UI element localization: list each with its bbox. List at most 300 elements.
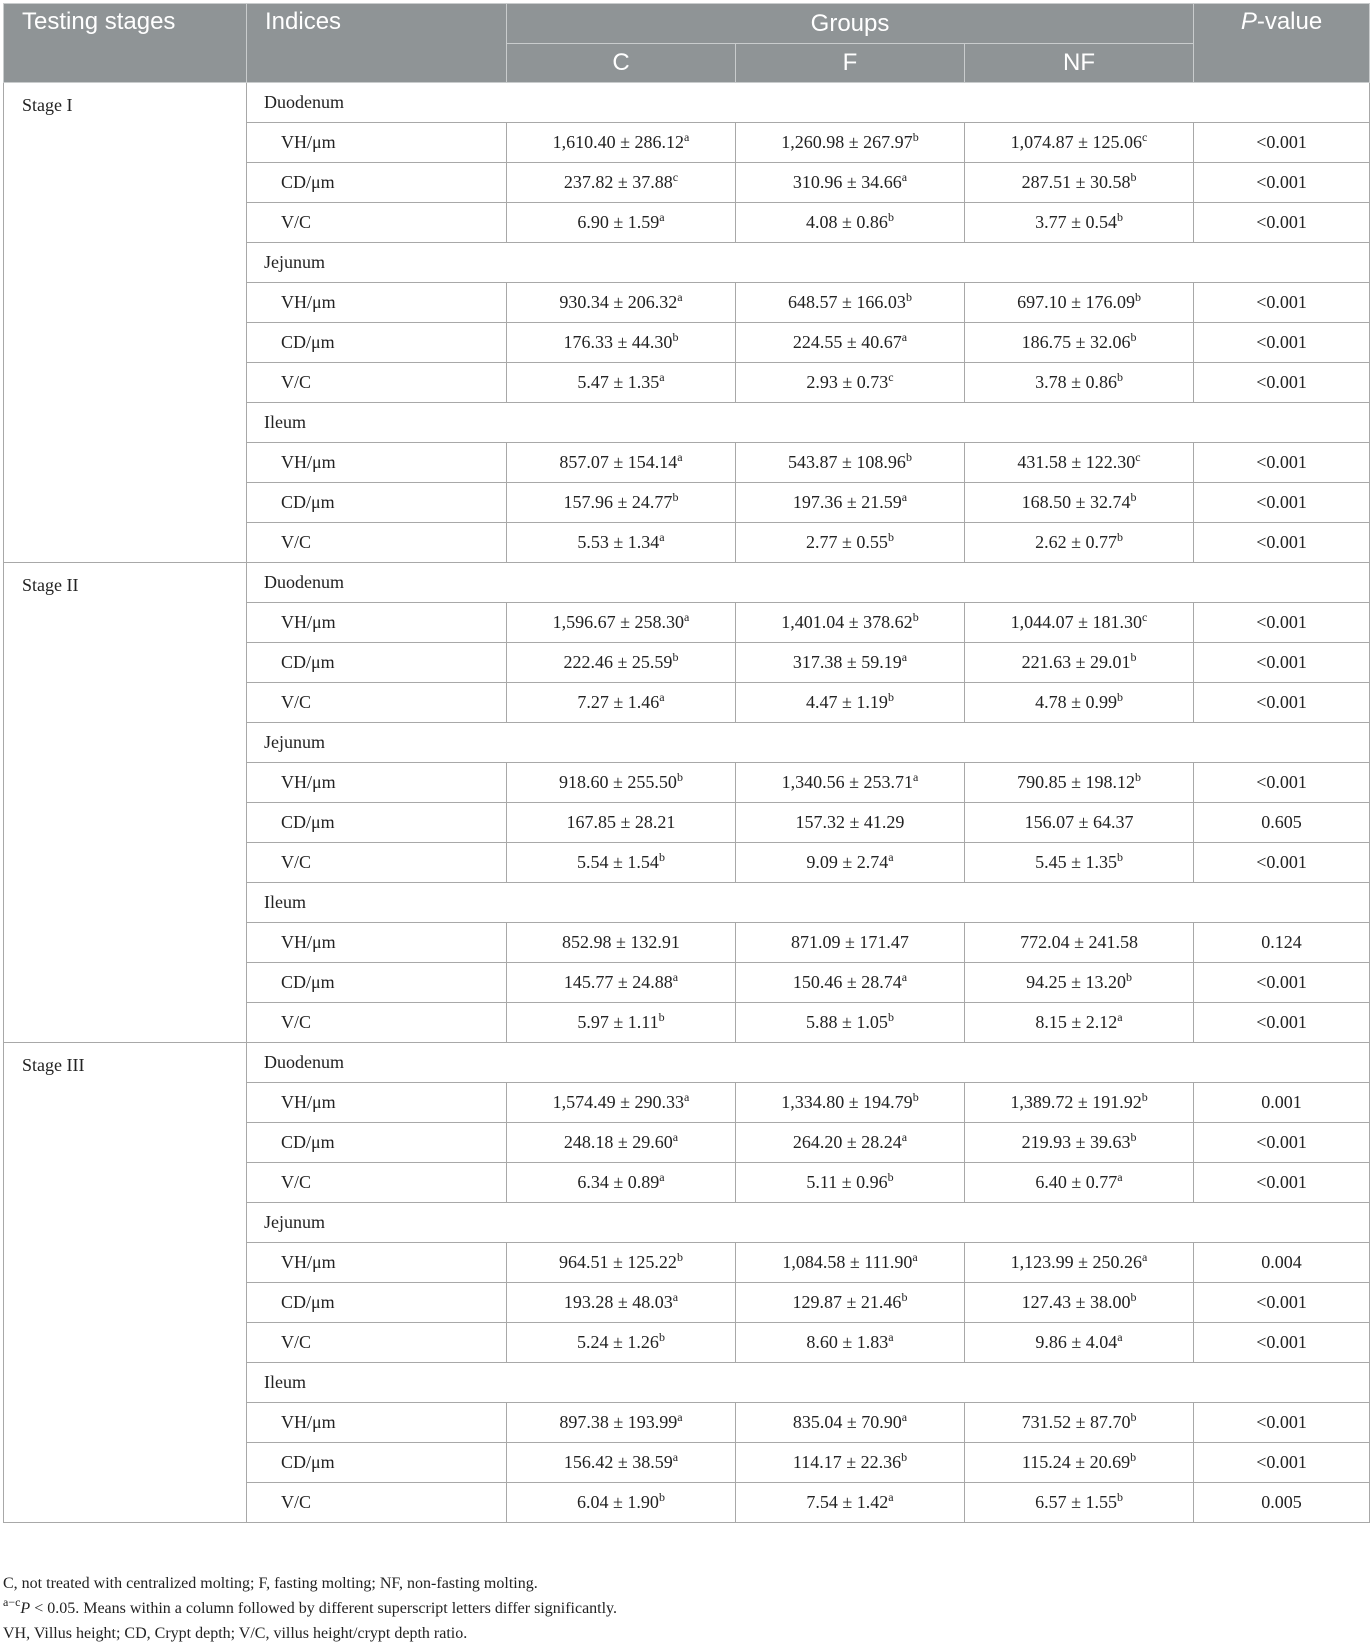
value-cell-f xyxy=(736,443,965,483)
value-text: 237.82 ± 37.88 xyxy=(563,172,673,192)
value-superscript: a xyxy=(901,170,908,184)
value-cell-c xyxy=(507,1123,736,1163)
organ-label: Duodenum xyxy=(247,1043,1370,1083)
value-text: 5.53 ± 1.34 xyxy=(577,532,660,552)
index-cell: VH/μm xyxy=(247,123,507,163)
value-superscript: b xyxy=(672,490,679,504)
index-cell: VH/μm xyxy=(247,923,507,963)
value-cell-f xyxy=(736,363,965,403)
value-text: 648.57 ± 166.03 xyxy=(788,292,906,312)
value-superscript: b xyxy=(1130,490,1137,504)
value-cell-nf xyxy=(965,1443,1194,1483)
index-cell: CD/μm xyxy=(247,1443,507,1483)
value-text: 1,334.80 ± 194.79 xyxy=(781,1092,913,1112)
value-text: 1,389.72 ± 191.92 xyxy=(1010,1092,1142,1112)
index-cell: V/C xyxy=(247,1483,507,1523)
value-superscript: c xyxy=(1142,130,1148,144)
value-superscript: a xyxy=(913,770,919,784)
value-superscript: a xyxy=(672,1450,679,1464)
value-text: 5.24 ± 1.26 xyxy=(577,1332,659,1352)
value-text: 2.93 ± 0.73 xyxy=(806,372,889,392)
p-value-cell: <0.001 xyxy=(1194,163,1370,203)
value-text: 6.34 ± 0.89 xyxy=(577,1172,660,1192)
index-cell: CD/μm xyxy=(247,803,507,843)
value-text: 287.51 ± 30.58 xyxy=(1021,172,1131,192)
organ-label: Ileum xyxy=(247,403,1370,443)
value-cell-nf xyxy=(965,523,1194,563)
value-text: 8.60 ± 1.83 xyxy=(806,1332,889,1352)
organ-row xyxy=(4,563,1370,603)
value-cell-nf xyxy=(965,1283,1194,1323)
organ-row xyxy=(4,1043,1370,1083)
header-group-c: C xyxy=(507,44,736,83)
value-text: 4.47 ± 1.19 xyxy=(806,692,888,712)
value-cell-nf xyxy=(965,203,1194,243)
value-cell-c xyxy=(507,1323,736,1363)
value-cell-c xyxy=(507,963,736,1003)
value-superscript: b xyxy=(912,130,919,144)
value-text: 6.04 ± 1.90 xyxy=(577,1492,659,1512)
value-cell-nf xyxy=(965,163,1194,203)
value-superscript: a xyxy=(1142,1250,1148,1264)
value-superscript: a xyxy=(672,1130,679,1144)
index-cell: V/C xyxy=(247,363,507,403)
value-text: 221.63 ± 29.01 xyxy=(1021,652,1131,672)
value-cell-nf xyxy=(965,1243,1194,1283)
value-cell-nf xyxy=(965,1123,1194,1163)
value-cell-c xyxy=(507,1443,736,1483)
value-text: 156.07 ± 64.37 xyxy=(1024,812,1134,832)
value-superscript: b xyxy=(905,290,912,304)
value-text: 918.60 ± 255.50 xyxy=(559,772,677,792)
p-value-cell: 0.004 xyxy=(1194,1243,1370,1283)
value-superscript: a xyxy=(677,290,683,304)
value-cell-c xyxy=(507,843,736,883)
value-superscript: a xyxy=(888,1330,894,1344)
value-text: 248.18 ± 29.60 xyxy=(563,1132,673,1152)
organ-label: Jejunum xyxy=(247,243,1370,283)
footnote-significance xyxy=(3,1596,1369,1621)
results-table xyxy=(3,3,1370,1523)
value-superscript: b xyxy=(658,850,665,864)
header-group-nf: NF xyxy=(965,44,1194,83)
value-cell-c xyxy=(507,483,736,523)
organ-row xyxy=(4,83,1370,123)
value-superscript: a xyxy=(888,850,894,864)
index-cell: CD/μm xyxy=(247,643,507,683)
value-cell-c xyxy=(507,643,736,683)
header-p-suffix: -value xyxy=(1256,8,1323,35)
value-superscript: a xyxy=(1117,1010,1123,1024)
value-cell-c xyxy=(507,683,736,723)
p-value-cell: <0.001 xyxy=(1194,763,1370,803)
value-superscript: b xyxy=(1116,370,1123,384)
value-superscript: b xyxy=(905,450,912,464)
footnote-abbreviations: VH, Villus height; CD, Crypt depth; V/C, villus height/crypt depth ratio. xyxy=(3,1625,468,1642)
value-text: 94.25 ± 13.20 xyxy=(1026,972,1126,992)
value-text: 431.58 ± 122.30 xyxy=(1017,452,1136,472)
index-cell: VH/μm xyxy=(247,283,507,323)
value-superscript: a xyxy=(888,1490,894,1504)
value-superscript: a xyxy=(901,330,908,344)
value-superscript: b xyxy=(901,1450,908,1464)
value-cell-nf xyxy=(965,683,1194,723)
value-cell-f xyxy=(736,1323,965,1363)
value-superscript: b xyxy=(1116,1490,1123,1504)
value-superscript: b xyxy=(676,770,683,784)
value-text: 5.47 ± 1.35 xyxy=(577,372,660,392)
stage-label: Stage III xyxy=(4,1043,247,1523)
value-cell-nf xyxy=(965,283,1194,323)
value-cell-nf xyxy=(965,963,1194,1003)
value-text: 897.38 ± 193.99 xyxy=(559,1412,678,1432)
value-text: 5.54 ± 1.54 xyxy=(577,852,659,872)
value-cell-f xyxy=(736,1163,965,1203)
p-value-cell: <0.001 xyxy=(1194,483,1370,523)
stage-label: Stage II xyxy=(4,563,247,1043)
index-cell: VH/μm xyxy=(247,1403,507,1443)
value-text: 930.34 ± 206.32 xyxy=(559,292,678,312)
p-value-cell: <0.001 xyxy=(1194,203,1370,243)
index-cell: VH/μm xyxy=(247,603,507,643)
value-text: 1,123.99 ± 250.26 xyxy=(1010,1252,1143,1272)
value-text: 3.78 ± 0.86 xyxy=(1035,372,1117,392)
p-value-cell: <0.001 xyxy=(1194,1163,1370,1203)
p-value-cell: <0.001 xyxy=(1194,603,1370,643)
value-text: 7.27 ± 1.46 xyxy=(577,692,660,712)
value-cell-f xyxy=(736,683,965,723)
header-indices: Indices xyxy=(247,4,507,83)
value-text: 2.77 ± 0.55 xyxy=(806,532,888,552)
value-cell-c xyxy=(507,1083,736,1123)
value-superscript: b xyxy=(672,330,679,344)
p-value-cell: <0.001 xyxy=(1194,1403,1370,1443)
p-value-cell: <0.001 xyxy=(1194,443,1370,483)
table-header xyxy=(4,4,1370,83)
value-superscript: b xyxy=(1130,170,1137,184)
value-text: 4.78 ± 0.99 xyxy=(1035,692,1117,712)
value-text: 1,340.56 ± 253.71 xyxy=(781,772,914,792)
value-cell-f xyxy=(736,1403,965,1443)
value-text: 1,596.67 ± 258.30 xyxy=(552,612,685,632)
value-text: 871.09 ± 171.47 xyxy=(791,932,909,952)
value-superscript: a xyxy=(901,650,908,664)
value-cell-nf xyxy=(965,1003,1194,1043)
value-superscript: b xyxy=(887,210,894,224)
value-superscript: a xyxy=(684,130,690,144)
index-cell: CD/μm xyxy=(247,163,507,203)
value-cell-f xyxy=(736,843,965,883)
value-superscript: b xyxy=(1130,1450,1137,1464)
value-superscript: a xyxy=(901,970,908,984)
value-cell-nf xyxy=(965,363,1194,403)
value-text: 150.46 ± 28.74 xyxy=(792,972,902,992)
value-superscript: a xyxy=(1117,1330,1123,1344)
value-cell-f xyxy=(736,803,965,843)
value-cell-f xyxy=(736,283,965,323)
table-footnotes xyxy=(3,1571,1369,1646)
value-cell-c xyxy=(507,1403,736,1443)
value-superscript: b xyxy=(1141,1090,1148,1104)
index-cell: V/C xyxy=(247,523,507,563)
value-cell-c xyxy=(507,923,736,963)
value-superscript: b xyxy=(887,530,894,544)
value-text: 5.45 ± 1.35 xyxy=(1035,852,1117,872)
value-superscript: b xyxy=(912,610,919,624)
value-superscript: b xyxy=(1116,210,1123,224)
value-cell-nf xyxy=(965,443,1194,483)
value-text: 772.04 ± 241.58 xyxy=(1020,932,1138,952)
header-group-f: F xyxy=(736,44,965,83)
value-text: 9.09 ± 2.74 xyxy=(806,852,889,872)
value-cell-nf xyxy=(965,123,1194,163)
index-cell: V/C xyxy=(247,203,507,243)
value-cell-f xyxy=(736,603,965,643)
value-superscript: a xyxy=(684,1090,690,1104)
value-cell-c xyxy=(507,323,736,363)
value-cell-f xyxy=(736,1123,965,1163)
value-text: 1,074.87 ± 125.06 xyxy=(1010,132,1143,152)
p-value-cell: <0.001 xyxy=(1194,323,1370,363)
p-value-cell: <0.001 xyxy=(1194,1283,1370,1323)
value-text: 176.33 ± 44.30 xyxy=(563,332,673,352)
organ-label: Ileum xyxy=(247,883,1370,923)
value-cell-f xyxy=(736,163,965,203)
index-cell: V/C xyxy=(247,1003,507,1043)
value-text: 115.24 ± 20.69 xyxy=(1021,1452,1131,1472)
value-cell-f xyxy=(736,923,965,963)
p-value-cell: <0.001 xyxy=(1194,643,1370,683)
value-text: 543.87 ± 108.96 xyxy=(788,452,906,472)
value-superscript: a xyxy=(901,1130,908,1144)
results-table-container xyxy=(3,3,1369,1523)
value-text: 222.46 ± 25.59 xyxy=(563,652,673,672)
p-value-cell: <0.001 xyxy=(1194,843,1370,883)
value-superscript: b xyxy=(887,690,894,704)
p-value-cell: <0.001 xyxy=(1194,123,1370,163)
organ-label: Duodenum xyxy=(247,83,1370,123)
value-cell-c xyxy=(507,1003,736,1043)
value-text: 2.62 ± 0.77 xyxy=(1035,532,1117,552)
value-superscript: b xyxy=(658,1330,665,1344)
p-value-cell: <0.001 xyxy=(1194,283,1370,323)
value-text: 790.85 ± 198.12 xyxy=(1017,772,1135,792)
footnote-significance-text: < 0.05. Means within a column followed by different superscript letters differ significantly. xyxy=(30,1600,618,1617)
value-cell-c xyxy=(507,523,736,563)
p-value-cell: 0.005 xyxy=(1194,1483,1370,1523)
organ-label: Jejunum xyxy=(247,1203,1370,1243)
index-cell: VH/μm xyxy=(247,1083,507,1123)
value-text: 852.98 ± 132.91 xyxy=(562,932,680,952)
p-value-cell: <0.001 xyxy=(1194,1123,1370,1163)
p-value-cell: <0.001 xyxy=(1194,963,1370,1003)
index-cell: CD/μm xyxy=(247,1123,507,1163)
value-cell-f xyxy=(736,1483,965,1523)
value-cell-nf xyxy=(965,1483,1194,1523)
value-superscript: c xyxy=(1135,450,1141,464)
organ-label: Ileum xyxy=(247,1363,1370,1403)
value-cell-c xyxy=(507,163,736,203)
value-text: 168.50 ± 32.74 xyxy=(1021,492,1131,512)
value-text: 5.97 ± 1.11 xyxy=(577,1012,659,1032)
value-text: 3.77 ± 0.54 xyxy=(1035,212,1117,232)
value-cell-f xyxy=(736,323,965,363)
value-text: 8.15 ± 2.12 xyxy=(1035,1012,1118,1032)
value-superscript: b xyxy=(676,1250,683,1264)
value-superscript: b xyxy=(1130,1410,1137,1424)
value-text: 964.51 ± 125.22 xyxy=(559,1252,677,1272)
index-cell: V/C xyxy=(247,1163,507,1203)
value-superscript: b xyxy=(1116,850,1123,864)
p-value-cell: 0.001 xyxy=(1194,1083,1370,1123)
organ-label: Duodenum xyxy=(247,563,1370,603)
value-superscript: b xyxy=(1130,650,1137,664)
index-cell: CD/μm xyxy=(247,1283,507,1323)
value-text: 697.10 ± 176.09 xyxy=(1017,292,1135,312)
value-superscript: a xyxy=(672,1290,679,1304)
value-superscript: a xyxy=(672,970,679,984)
value-text: 193.28 ± 48.03 xyxy=(563,1292,673,1312)
value-superscript: b xyxy=(658,1490,665,1504)
value-text: 5.11 ± 0.96 xyxy=(806,1172,888,1192)
value-cell-f xyxy=(736,123,965,163)
value-text: 1,401.04 ± 378.62 xyxy=(781,612,913,632)
value-text: 4.08 ± 0.86 xyxy=(806,212,888,232)
value-superscript: a xyxy=(659,690,665,704)
value-text: 317.38 ± 59.19 xyxy=(792,652,902,672)
value-text: 6.57 ± 1.55 xyxy=(1035,1492,1117,1512)
value-superscript: b xyxy=(1134,770,1141,784)
value-text: 197.36 ± 21.59 xyxy=(792,492,902,512)
value-superscript: a xyxy=(659,1170,665,1184)
value-cell-c xyxy=(507,443,736,483)
p-value-cell: <0.001 xyxy=(1194,363,1370,403)
value-cell-f xyxy=(736,1443,965,1483)
value-cell-nf xyxy=(965,1403,1194,1443)
value-cell-f xyxy=(736,523,965,563)
header-p-value xyxy=(1194,4,1370,83)
header-groups: Groups xyxy=(507,4,1194,44)
value-text: 219.93 ± 39.63 xyxy=(1021,1132,1131,1152)
value-superscript: a xyxy=(659,370,665,384)
footnote-superscript: a−c xyxy=(3,1595,21,1609)
value-cell-nf xyxy=(965,643,1194,683)
value-text: 1,260.98 ± 267.97 xyxy=(781,132,913,152)
organ-label: Jejunum xyxy=(247,723,1370,763)
value-cell-nf xyxy=(965,923,1194,963)
value-superscript: b xyxy=(1134,290,1141,304)
value-text: 835.04 ± 70.90 xyxy=(792,1412,902,1432)
value-superscript: b xyxy=(1130,1130,1137,1144)
value-text: 157.32 ± 41.29 xyxy=(795,812,905,832)
index-cell: V/C xyxy=(247,843,507,883)
header-p-letter: P xyxy=(1240,8,1257,35)
index-cell: CD/μm xyxy=(247,963,507,1003)
value-text: 224.55 ± 40.67 xyxy=(792,332,902,352)
value-superscript: a xyxy=(677,1410,683,1424)
value-superscript: b xyxy=(672,650,679,664)
value-superscript: a xyxy=(659,210,665,224)
value-superscript: b xyxy=(912,1090,919,1104)
value-cell-c xyxy=(507,203,736,243)
header-testing-stages: Testing stages xyxy=(4,4,247,83)
value-text: 310.96 ± 34.66 xyxy=(792,172,902,192)
index-cell: V/C xyxy=(247,1323,507,1363)
value-text: 9.86 ± 4.04 xyxy=(1035,1332,1118,1352)
p-value-cell: <0.001 xyxy=(1194,523,1370,563)
value-cell-nf xyxy=(965,843,1194,883)
value-superscript: b xyxy=(1116,690,1123,704)
index-cell: VH/μm xyxy=(247,763,507,803)
value-text: 114.17 ± 22.36 xyxy=(792,1452,902,1472)
value-text: 167.85 ± 28.21 xyxy=(566,812,676,832)
value-cell-nf xyxy=(965,1083,1194,1123)
footnote-p-letter: P xyxy=(20,1600,31,1617)
value-text: 6.90 ± 1.59 xyxy=(577,212,660,232)
value-cell-f xyxy=(736,1003,965,1043)
value-superscript: b xyxy=(901,1290,908,1304)
p-value-cell: <0.001 xyxy=(1194,1443,1370,1483)
value-cell-c xyxy=(507,1283,736,1323)
value-superscript: b xyxy=(1130,330,1137,344)
value-cell-f xyxy=(736,483,965,523)
p-value-cell: 0.124 xyxy=(1194,923,1370,963)
value-superscript: a xyxy=(901,490,908,504)
value-text: 1,084.58 ± 111.90 xyxy=(782,1252,913,1272)
value-cell-nf xyxy=(965,323,1194,363)
value-text: 7.54 ± 1.42 xyxy=(806,1492,889,1512)
value-superscript: a xyxy=(684,610,690,624)
value-cell-c xyxy=(507,1483,736,1523)
value-superscript: c xyxy=(1142,610,1148,624)
value-superscript: a xyxy=(901,1410,908,1424)
value-cell-f xyxy=(736,203,965,243)
value-cell-nf xyxy=(965,483,1194,523)
value-text: 127.43 ± 38.00 xyxy=(1021,1292,1131,1312)
value-superscript: b xyxy=(887,1170,894,1184)
value-cell-f xyxy=(736,763,965,803)
value-text: 857.07 ± 154.14 xyxy=(559,452,678,472)
value-superscript: a xyxy=(912,1250,918,1264)
value-cell-f xyxy=(736,963,965,1003)
index-cell: VH/μm xyxy=(247,1243,507,1283)
index-cell: VH/μm xyxy=(247,443,507,483)
index-cell: V/C xyxy=(247,683,507,723)
value-text: 1,574.49 ± 290.33 xyxy=(552,1092,685,1112)
value-cell-c xyxy=(507,123,736,163)
value-text: 156.42 ± 38.59 xyxy=(563,1452,673,1472)
p-value-cell: <0.001 xyxy=(1194,683,1370,723)
value-superscript: c xyxy=(888,370,894,384)
p-value-cell: <0.001 xyxy=(1194,1323,1370,1363)
value-cell-c xyxy=(507,283,736,323)
value-cell-nf xyxy=(965,1163,1194,1203)
value-text: 157.96 ± 24.77 xyxy=(563,492,673,512)
value-cell-nf xyxy=(965,1323,1194,1363)
value-cell-f xyxy=(736,1083,965,1123)
value-cell-nf xyxy=(965,803,1194,843)
value-text: 5.88 ± 1.05 xyxy=(806,1012,888,1032)
value-superscript: b xyxy=(658,1010,665,1024)
value-cell-c xyxy=(507,363,736,403)
value-cell-c xyxy=(507,603,736,643)
value-text: 731.52 ± 87.70 xyxy=(1021,1412,1131,1432)
index-cell: CD/μm xyxy=(247,483,507,523)
value-cell-f xyxy=(736,643,965,683)
value-text: 145.77 ± 24.88 xyxy=(563,972,673,992)
value-superscript: c xyxy=(672,170,679,184)
table-body xyxy=(4,83,1370,1523)
